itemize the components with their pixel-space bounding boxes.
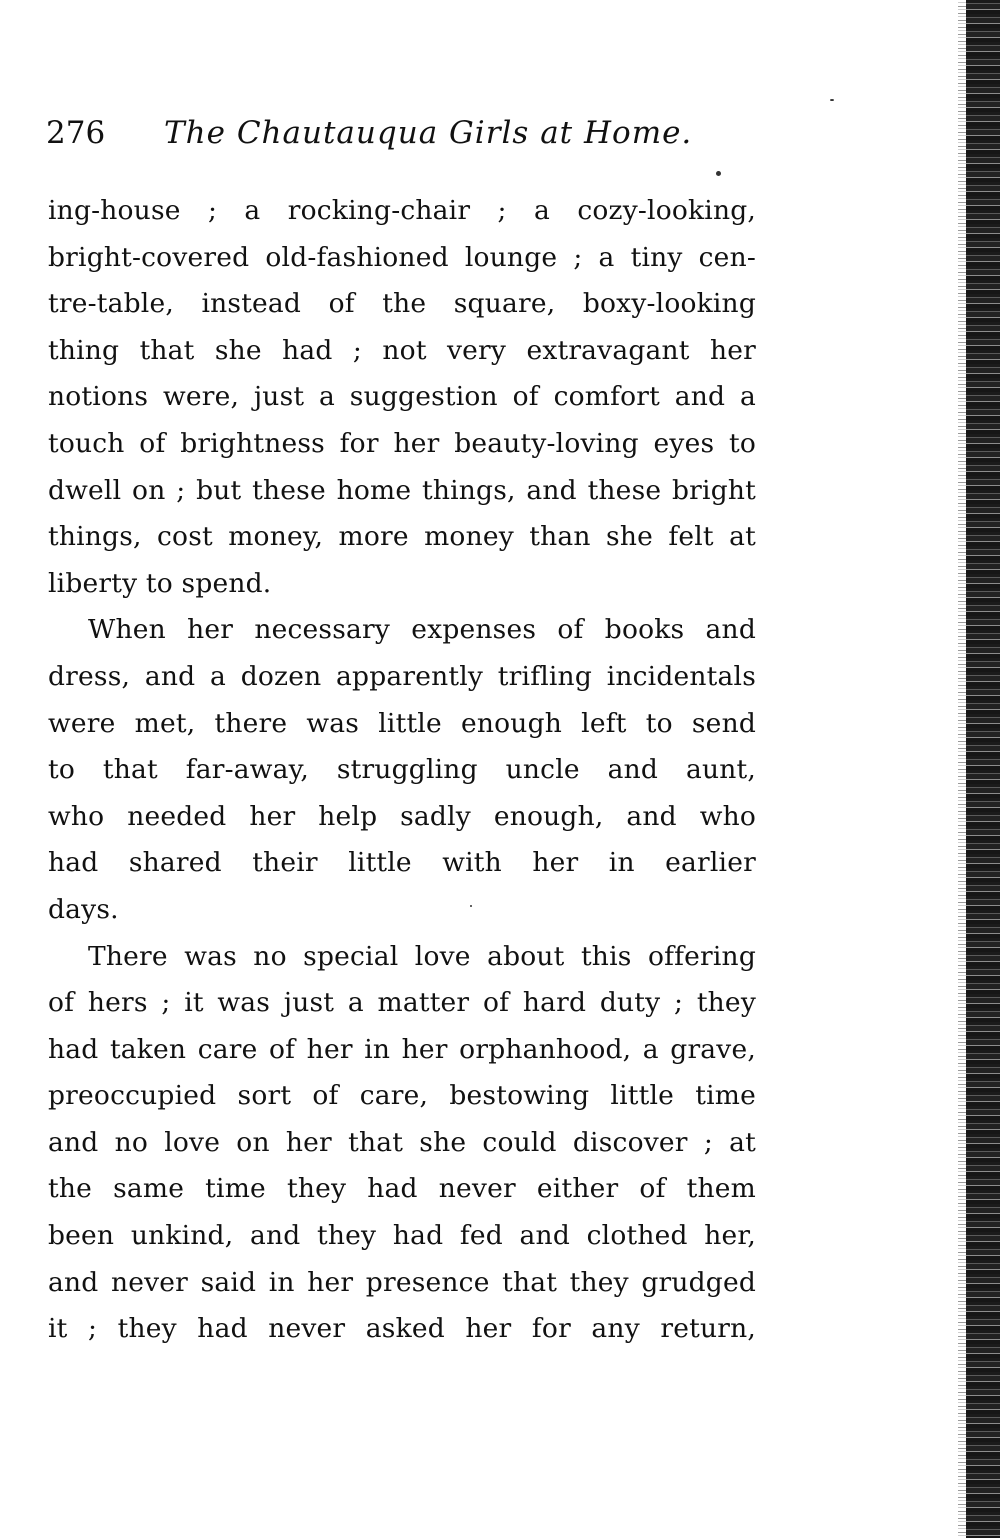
running-head (46, 108, 766, 158)
text-line: and never said in her presence that they grudged (48, 1266, 756, 1298)
text-line: dwell on ; but these home things, and these bright (48, 474, 756, 506)
text-line: notions were, just a suggestion of comfort and a (48, 381, 756, 413)
text-line: it ; they had never asked her for any return, (48, 1313, 756, 1345)
text-line: had shared their little with her in earlier (48, 847, 756, 879)
text-line: to that far-away, struggling uncle and aunt, (48, 754, 756, 786)
text-line: tre-table, instead of the square, boxy-looking (48, 288, 756, 320)
text-line: There was no special love about this offering (88, 940, 756, 972)
text-line: who needed her help sadly enough, and who (48, 800, 756, 832)
text-line: and no love on her that she could discover ; at (48, 1126, 756, 1158)
ink-speck (716, 171, 721, 176)
text-line: the same time they had never either of them (48, 1173, 756, 1205)
text-line: been unkind, and they had fed and clothed her, (48, 1220, 756, 1252)
text-line: of hers ; it was just a matter of hard duty ; they (48, 987, 756, 1019)
text-line: things, cost money, more money than she felt at (48, 521, 756, 553)
text-line: thing that she had ; not very extravagant her (48, 334, 756, 366)
text-line: were met, there was little enough left to send (48, 707, 756, 739)
body-text (48, 188, 756, 1353)
text-line: had taken care of her in her orphanhood, a grave, (48, 1033, 756, 1065)
ink-speck (830, 99, 834, 101)
text-line: bright-covered old-fashioned lounge ; a tiny cen- (48, 241, 756, 273)
book-title: The Chautauqua Girls at Home. (164, 115, 693, 151)
text-line: dress, and a dozen apparently trifling incidentals (48, 660, 756, 692)
text-line: When her necessary expenses of books and (88, 614, 756, 646)
text-line: days. (48, 893, 119, 925)
text-line: ing-house ; a rocking-chair ; a cozy-looking, (48, 195, 756, 226)
page-binding-edge (958, 0, 1000, 1538)
text-line: preoccupied sort of care, bestowing little time (48, 1080, 756, 1112)
text-line: liberty to spend. (48, 567, 272, 599)
text-line: touch of brightness for her beauty-loving eyes to (48, 427, 756, 459)
page-number: 276 (46, 115, 106, 151)
